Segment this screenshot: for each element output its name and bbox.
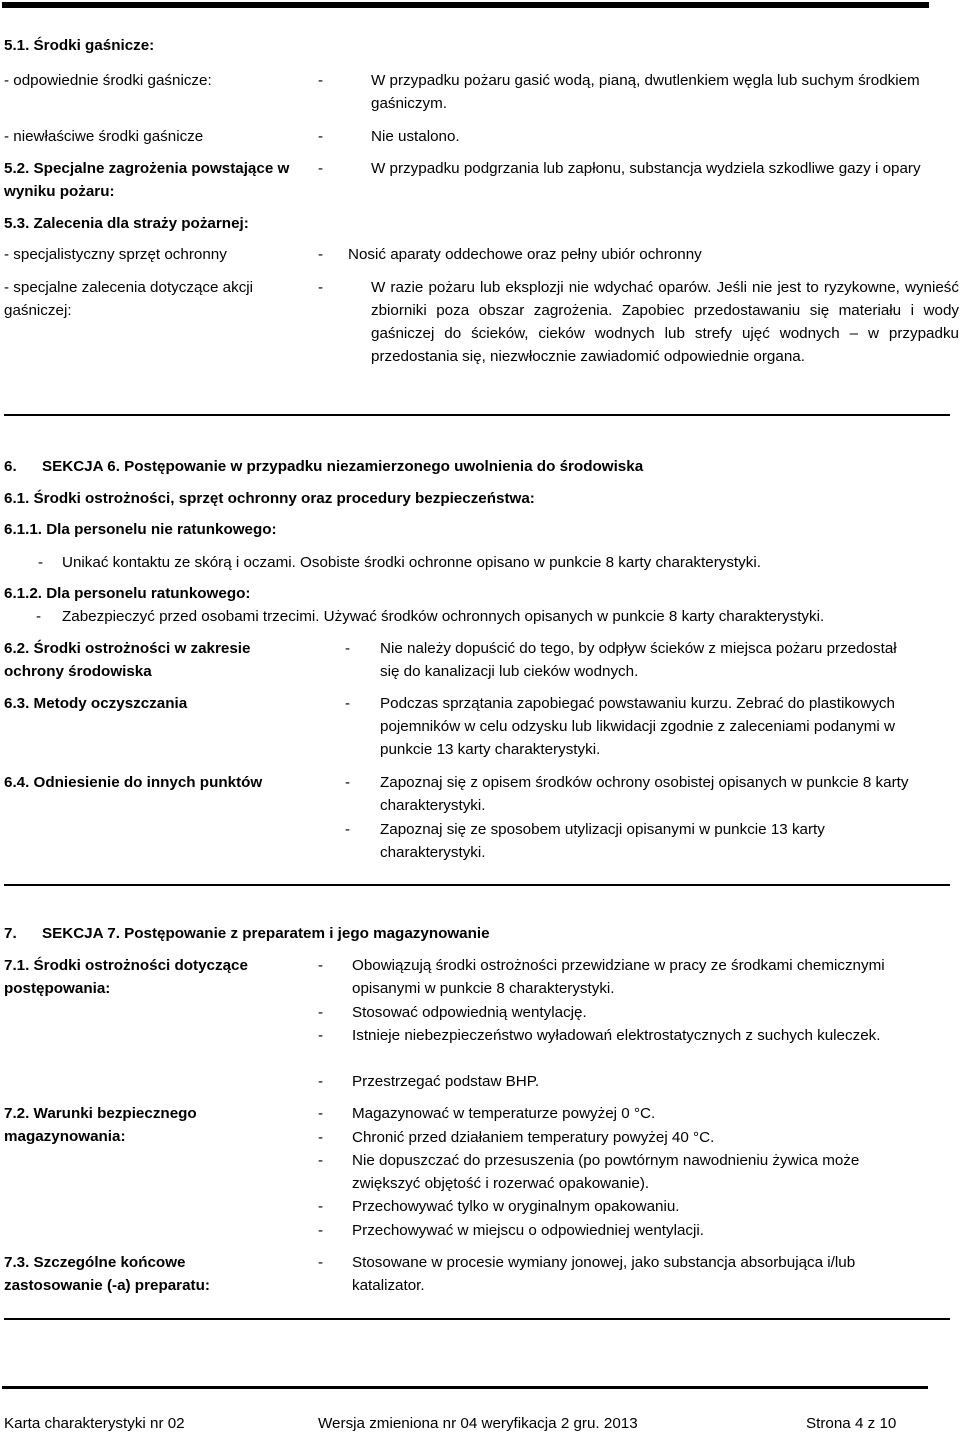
heading-6-1-2: 6.1.2. Dla personelu ratunkowego:: [4, 585, 251, 602]
section-divider: [4, 884, 950, 886]
dash: -: [345, 774, 351, 791]
text-7-3: Stosowane w procesie wymiany jonowej, jako substancja absorbująca i/lub katalizator.: [352, 1254, 856, 1294]
dash: -: [318, 1254, 324, 1271]
dash: -: [318, 72, 324, 89]
footer-document-name: Karta charakterystyki nr 02: [4, 1415, 185, 1432]
label-special-recommendations: - specjalne zalecenia dotyczące akcji gaśniczej:: [4, 279, 254, 319]
footer-version: Wersja zmieniona nr 04 weryfikacja 2 gru. 2013: [318, 1415, 638, 1432]
list-item: Przestrzegać podstaw BHP.: [352, 1073, 540, 1090]
list-item: Zapoznaj się z opisem środków ochrony osobistej opisanych w punkcie 8 karty charakterystyki.: [380, 774, 909, 814]
dash: -: [318, 279, 324, 296]
section-6-title: 6. SEKCJA 6. Postępowanie w przypadku niezamierzonego uwolnienia do środowiska: [4, 458, 644, 475]
dash: -: [318, 1105, 324, 1122]
dash: -: [318, 128, 324, 145]
heading-7-1: 7.1. Środki ostrożności dotyczące postępowania:: [4, 957, 248, 997]
heading-6-4: 6.4. Odniesienie do innych punktów: [4, 774, 263, 791]
dash: -: [345, 821, 351, 838]
dash: -: [345, 695, 351, 712]
section-divider: [4, 1318, 950, 1320]
text-unsuitable-media: Nie ustalono.: [371, 128, 460, 145]
dash: -: [318, 160, 324, 177]
dash: -: [318, 1073, 324, 1090]
list-item: Chronić przed działaniem temperatury powyżej 40 °C.: [352, 1129, 715, 1146]
text-6-1-2: Zabezpieczyć przed osobami trzecimi. Używać środków ochronnych opisanych w punkcie 8 karty charakterystyki.: [62, 608, 825, 625]
footer-page-number: Strona 4 z 10: [806, 1415, 897, 1432]
dash: -: [318, 1198, 324, 1215]
heading-6-3: 6.3. Metody oczyszczania: [4, 695, 188, 712]
list-item: Nie dopuszczać do przesuszenia (po powtórnym nawodnieniu żywica może zwiększyć objętość i rozerwać opakowanie).: [352, 1152, 860, 1192]
dash: -: [318, 1222, 324, 1239]
dash: -: [38, 554, 44, 571]
dash: -: [318, 246, 324, 263]
dash: -: [318, 957, 324, 974]
text-5-2: W przypadku podgrzania lub zapłonu, substancja wydziela szkodliwe gazy i opary: [371, 160, 921, 177]
heading-5-1: 5.1. Środki gaśnicze:: [4, 37, 155, 54]
text-6-1-1: Unikać kontaktu ze skórą i oczami. Osobiste środki ochronne opisano w punkcie 8 karty charakterystyki.: [62, 554, 761, 571]
text-protective-equipment: Nosić aparaty oddechowe oraz pełny ubiór ochronny: [348, 246, 702, 263]
text-suitable-media: W przypadku pożaru gasić wodą, pianą, dwutlenkiem węgla lub suchym środkiem gaśniczym.: [371, 72, 920, 112]
label-unsuitable-media: - niewłaściwe środki gaśnicze: [4, 128, 204, 145]
list-item: Istnieje niebezpieczeństwo wyładowań elektrostatycznych z suchych kuleczek.: [352, 1027, 881, 1044]
list-item: Magazynować w temperaturze powyżej 0 °C.: [352, 1105, 656, 1122]
text-6-2: Nie należy dopuścić do tego, by odpływ ścieków z miejsca pożaru przedostał się do kanalizacji lub cieków wodnych.: [380, 640, 897, 680]
text-6-3: Podczas sprzątania zapobiegać powstawaniu kurzu. Zebrać do plastikowych pojemników w celu odzysku lub likwidacji zgodnie z zaleceniami podanymi w punkcie 13 karty charakterystyki.: [380, 695, 895, 758]
heading-6-2: 6.2. Środki ostrożności w zakresie ochrony środowiska: [4, 640, 251, 680]
section-7-title: 7. SEKCJA 7. Postępowanie z preparatem i jego magazynowanie: [4, 925, 490, 942]
heading-6-1: 6.1. Środki ostrożności, sprzęt ochronny oraz procedury bezpieczeństwa:: [4, 490, 535, 507]
heading-7-3: 7.3. Szczególne końcowe zastosowanie (-a) preparatu:: [4, 1254, 210, 1294]
footer-rule: [2, 1386, 928, 1389]
dash: -: [345, 640, 351, 657]
section-divider: [4, 414, 950, 416]
list-item: Obowiązują środki ostrożności przewidziane w pracy ze środkami chemicznymi opisanymi w punkcie 8 charakterystyki.: [352, 957, 885, 997]
label-suitable-media: - odpowiednie środki gaśnicze:: [4, 72, 212, 89]
heading-6-1-1: 6.1.1. Dla personelu nie ratunkowego:: [4, 521, 277, 538]
list-item: Stosować odpowiednią wentylację.: [352, 1004, 587, 1021]
heading-5-3: 5.3. Zalecenia dla straży pożarnej:: [4, 215, 249, 232]
heading-5-2: 5.2. Specjalne zagrożenia powstające w wyniku pożaru:: [4, 160, 290, 200]
top-rule: [2, 2, 929, 8]
dash: -: [318, 1004, 324, 1021]
dash: -: [318, 1152, 324, 1169]
list-item: Przechowywać tylko w oryginalnym opakowaniu.: [352, 1198, 680, 1215]
text-special-recommendations: W razie pożaru lub eksplozji nie wdychać oparów. Jeśli nie jest to ryzykowne, wynieść zbiorniki poza obszar zagrożenia. Zapobiec przedostawaniu się materiału i wody gaśniczej do ścieków, cieków wodnych lub strefy ujęć wodnych – w przypadku przedostania się, niezwłocznie zawiadomić odpowiednie organa.: [371, 279, 959, 365]
list-item: Przechowywać w miejscu o odpowiedniej wentylacji.: [352, 1222, 704, 1239]
dash: -: [318, 1129, 324, 1146]
list-item: Zapoznaj się ze sposobem utylizacji opisanymi w punkcie 13 karty charakterystyki.: [380, 821, 825, 861]
dash: -: [36, 608, 42, 625]
dash: -: [318, 1027, 324, 1044]
label-protective-equipment: - specjalistyczny sprzęt ochronny: [4, 246, 227, 263]
heading-7-2: 7.2. Warunki bezpiecznego magazynowania:: [4, 1105, 197, 1145]
